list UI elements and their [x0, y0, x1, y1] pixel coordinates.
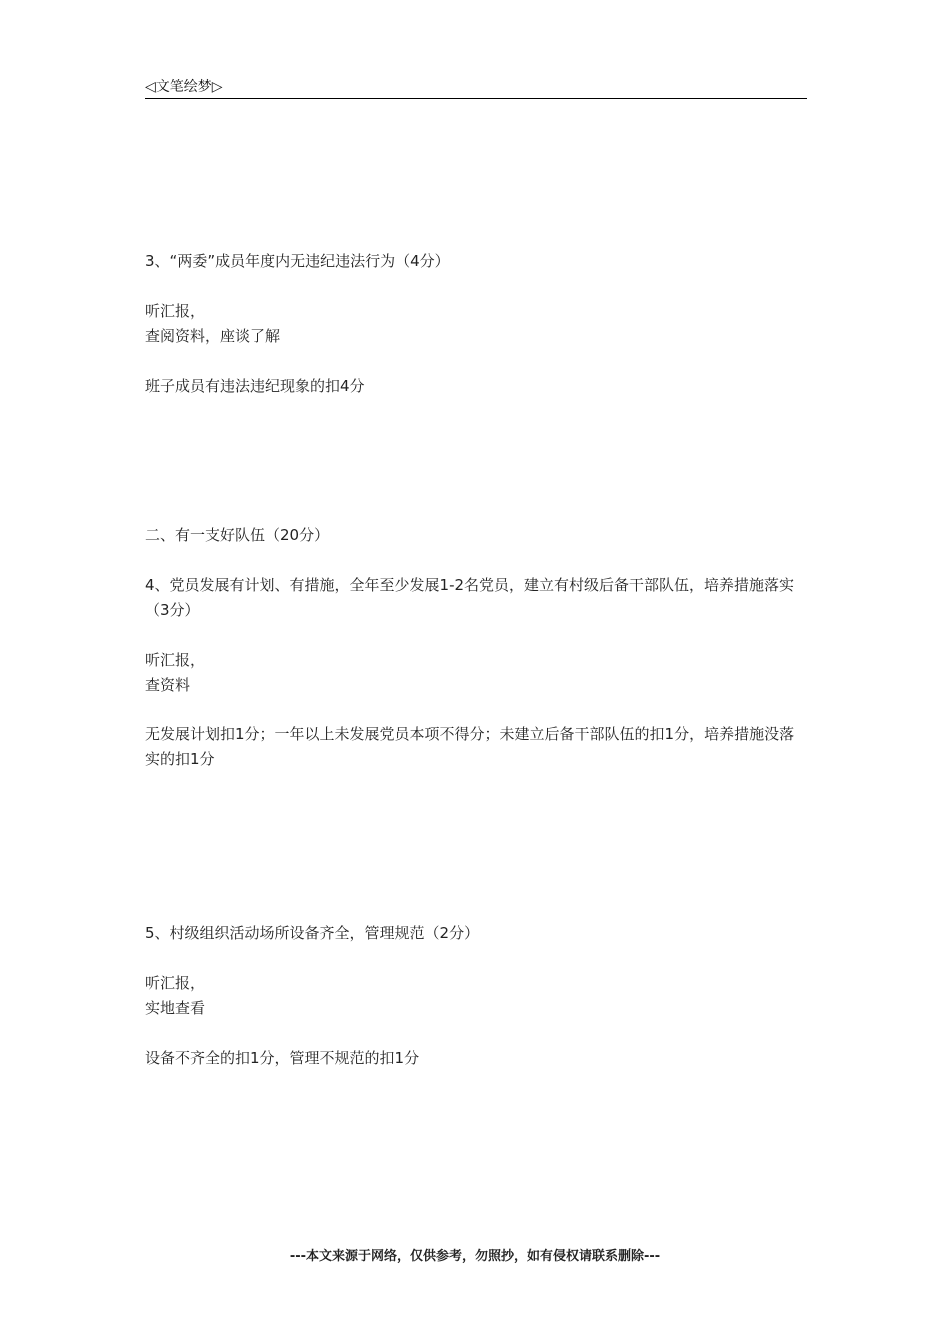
item-4-method-1: 听汇报，: [145, 651, 206, 669]
item-4-method-2: 查资料: [145, 676, 191, 694]
page-header: [145, 74, 807, 99]
item-3-criteria: 班子成员有违法违纪现象的扣4分: [145, 377, 365, 395]
section-2-heading: 二、有一支好队伍（20分）: [145, 526, 330, 544]
header-title: ◁文笔绘梦▷: [145, 79, 223, 95]
item-3-title: 3、“两委”成员年度内无违纪违法行为（4分）: [145, 252, 450, 270]
item-5-method-1: 听汇报，: [145, 974, 206, 992]
item-4-title: 4、党员发展有计划、有措施，全年至少发展1-2名党员，建立有村级后备干部队伍，培养措施落实（3分）: [145, 576, 795, 619]
page-footer: ---本文来源于网络，仅供参考，勿照抄，如有侵权请联系删除---: [289, 1249, 661, 1264]
item-5-title: 5、村级组织活动场所设备齐全，管理规范（2分）: [145, 924, 480, 942]
item-4-criteria: 无发展计划扣1分；一年以上未发展党员本项不得分；未建立后备干部队伍的扣1分，培养措施没落实的扣1分: [145, 725, 795, 768]
item-3-method-2: 查阅资料，座谈了解: [145, 327, 281, 345]
item-5-criteria: 设备不齐全的扣1分，管理不规范的扣1分: [145, 1049, 420, 1067]
item-3-method-1: 听汇报，: [145, 302, 206, 320]
item-5-method-2: 实地查看: [145, 999, 206, 1017]
